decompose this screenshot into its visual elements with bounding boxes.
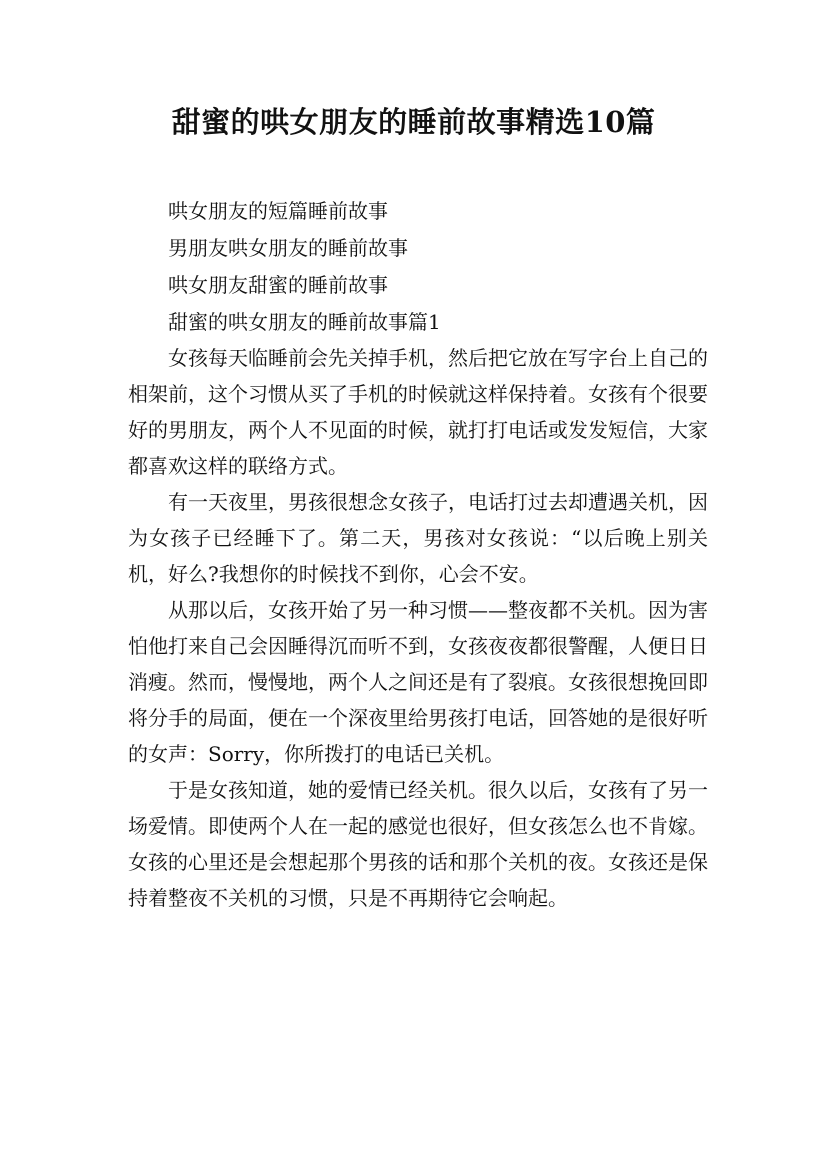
table-of-contents	[168, 193, 728, 341]
paragraph: 从那以后，女孩开始了另一种习惯——整夜都不关机。因为害怕他打来自己会因睡得沉而听不到，女孩夜夜都很警醒，人便日日消瘦。然而，慢慢地，两个人之间还是有了裂痕。女孩很想挽回即将分手的局面，便在一个深夜里给男孩打电话，回答她的是很好听的女声：Sorry，你所拨打的电话已关机。	[128, 598, 708, 766]
paragraph: 有一天夜里，男孩很想念女孩子，电话打过去却遭遇关机，因为女孩子已经睡下了。第二天，男孩对女孩说：“以后晚上别关机，好么?我想你的时候找不到你，心会不安。	[128, 490, 708, 586]
toc-item: 甜蜜的哄女朋友的睡前故事篇1	[168, 310, 441, 334]
document-title: 甜蜜的哄女朋友的睡前故事精选10篇	[171, 105, 656, 139]
paragraph: 女孩每天临睡前会先关掉手机，然后把它放在写字台上自己的相架前，这个习惯从买了手机的时候就这样保持着。女孩有个很要好的男朋友，两个人不见面的时候，就打打电话或发发短信，大家都喜欢这样的联络方式。	[128, 346, 708, 478]
paragraph: 于是女孩知道，她的爱情已经关机。很久以后，女孩有了另一场爱情。即使两个人在一起的感觉也很好，但女孩怎么也不肯嫁。女孩的心里还是会想起那个男孩的话和那个关机的夜。女孩还是保持着整夜不关机的习惯，只是不再期待它会响起。	[128, 778, 708, 910]
toc-item: 男朋友哄女朋友的睡前故事	[168, 236, 408, 260]
story-body	[128, 340, 708, 916]
toc-item: 哄女朋友甜蜜的睡前故事	[168, 273, 388, 297]
toc-item: 哄女朋友的短篇睡前故事	[168, 199, 388, 223]
